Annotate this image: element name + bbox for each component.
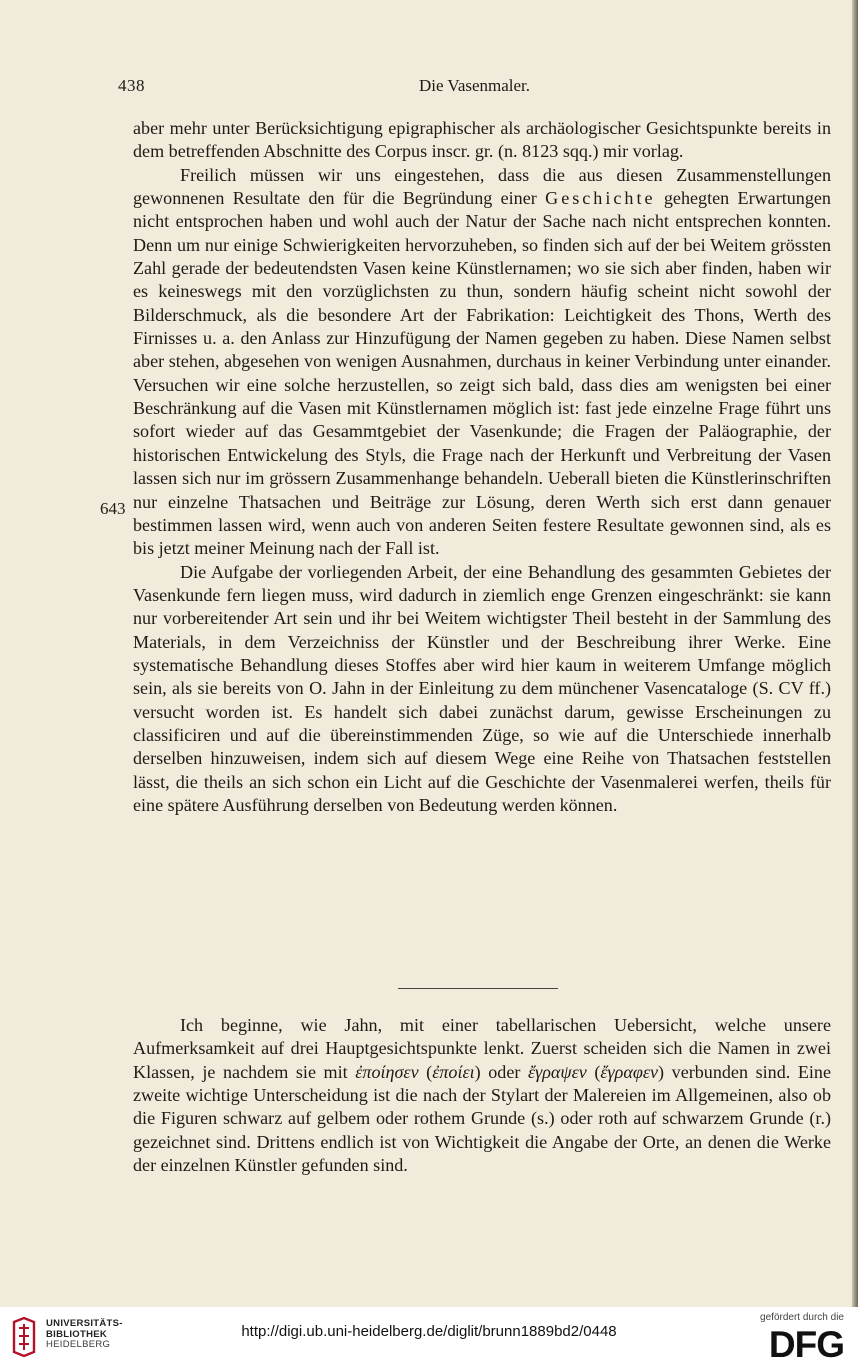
permalink-url[interactable]: http://digi.ub.uni-heidelberg.de/diglit/brunn1889bd2/0448	[241, 1323, 617, 1340]
paragraph-2-start: Freilich müssen wir uns eingestehen, dass die aus diesen Zusammenstellungen gewonnenen Resultate den für die Begründung einer	[133, 164, 831, 209]
paragraph-4	[133, 1014, 831, 1177]
funding-caption: gefördert durch die	[760, 1312, 844, 1323]
library-name-line: HEIDELBERG	[46, 1339, 111, 1350]
main-text-block	[133, 117, 831, 817]
paragraph-3: Die Aufgabe der vorliegenden Arbeit, der eine Behandlung des gesammten Gebietes der Vasenkunde fern liegen muss, wird dadurch in ziemlich enge Grenzen eingeschränkt: sie kann nur vorbereitender Art sein und ihr bei Weitem wichtigster Theil besteht in der Sammlung des Materials, in dem Verzeichniss der Künstler und der Beschreibung ihrer Werke. Eine systematische Behandlung dieses Stoffes aber wird hier kaum in weiterem Umfange möglich sein, als sie bereits von O. Jahn in der Einleitung zu dem münchener Vasencataloge (S. CV ff.) versucht worden ist. Es handelt sich dabei zunächst darum, gewisse Erscheinungen zu classificiren und auf die übereinstimmenden Züge, so wie auf die Unterschiede innerhalb derselben hinzuweisen, indem sich auf diesem Wege eine Reihe von Thatsachen feststellen lässt, die theils an sich schon ein Licht auf die Geschichte der Vasenmalerei werfen, theils für eine spätere Ausführung derselben von Bedeutung werden können.	[133, 561, 831, 815]
greek-term: ἔγραψεν	[527, 1061, 587, 1082]
running-head	[118, 76, 831, 100]
paragraph-1: aber mehr unter Berücksichtigung epigraphischer als archäologischer Gesichtspunkte bereits in dem betreffenden Abschnitte des Corpus inscr. gr. (n. 8123 sqq.) mir vorlag.	[133, 118, 831, 162]
paragraph-4-text: Ich beginne, wie Jahn, mit einer tabellarischen Uebersicht, welche unsere Aufmerksamkeit auf drei Hauptgesichtspunkte lenkt. Zuerst scheiden sich die Namen in zwei Klassen, je nachdem sie mit	[133, 1015, 831, 1082]
emphasized-word: Geschichte	[545, 188, 656, 209]
section-divider	[398, 988, 558, 989]
page-number: 438	[118, 76, 145, 95]
library-name-line: UNIVERSITÄTS-	[46, 1318, 123, 1329]
library-name-line: BIBLIOTHEK	[46, 1328, 108, 1340]
dfg-logo: DFG	[768, 1324, 844, 1365]
digitization-footer	[0, 1307, 858, 1368]
paragraph-4-text: (	[418, 1061, 433, 1082]
paragraph-4-text: ) oder	[474, 1061, 528, 1082]
greek-term: ἔγραφεν	[600, 1061, 659, 1082]
greek-term: ἐποίησεν	[355, 1061, 419, 1082]
paragraph-2	[133, 164, 831, 561]
paragraph-4-text: ) verbunden sind. Eine zweite wichtige Unterscheidung ist die nach der Stylart der Malereien im Allgemeinen, also ob die Figuren schwarz auf gelbem oder rothem Grunde (s.) oder roth auf schwarzem Grunde (r.) gezeichnet sind. Drittens endlich ist von Wichtigkeit die Angabe der Orte, an denen die Werke der einzelnen Künstler gefunden sind.	[133, 1061, 831, 1176]
paragraph-4-text: (	[586, 1061, 601, 1082]
margin-page-reference: 643	[100, 499, 126, 518]
paragraph-2-rest: gehegten Erwartungen nicht entsprochen haben und wohl auch der Natur der Sache nach nicht entsprechen konnten. Denn um nur einige Schwierigkeiten hervorzuheben, so finden sich auf der bei Weitem grössten Zahl gerade der bedeutendsten Vasen keine Künstlernamen; wo sie sich aber finden, haben wir es keineswegs mit den vorzüglichsten zu thun, sondern häufig scheint nicht sowohl der Bilderschmuck, als die besondere Art der Fabrikation: Leichtigkeit des Thons, Werth des Firnisses u. a. den Anlass zur Hinzufügung der Namen gegeben zu haben. Diese Namen selbst aber stehen, abgesehen von wenigen Ausnahmen, durchaus in keiner Verbindung unter einander. Versuchen wir eine solche herzustellen, so zeigt sich bald, dass dies am wenigsten bei einer Beschränkung auf die Vasen mit Künstlernamen möglich ist: fast jede einzelne Frage führt uns sofort wieder auf das Gesammtgebiet der Vasenkunde; die Fragen der Paläographie, der historischen Entwickelung des Styls, die Frage nach der Herkunft und Verbreitung der Vasen lassen sich nur im grössern Zusammenhange behandeln. Ueberall bieten die Künstlerinschriften nur einzelne Thatsachen und Beiträge zur Lösung, deren Werth sich erst dann genauer bestimmen lassen wird, wenn auch von anderen Seiten festere Resultate gewonnen sind, als es bis jetzt meiner Meinung nach der Fall ist.	[133, 188, 831, 559]
page-edge-shadow	[852, 0, 858, 1307]
second-text-block	[133, 1014, 831, 1177]
greek-term: ἐποίει	[432, 1061, 475, 1082]
running-title: Die Vasenmaler.	[418, 76, 531, 95]
